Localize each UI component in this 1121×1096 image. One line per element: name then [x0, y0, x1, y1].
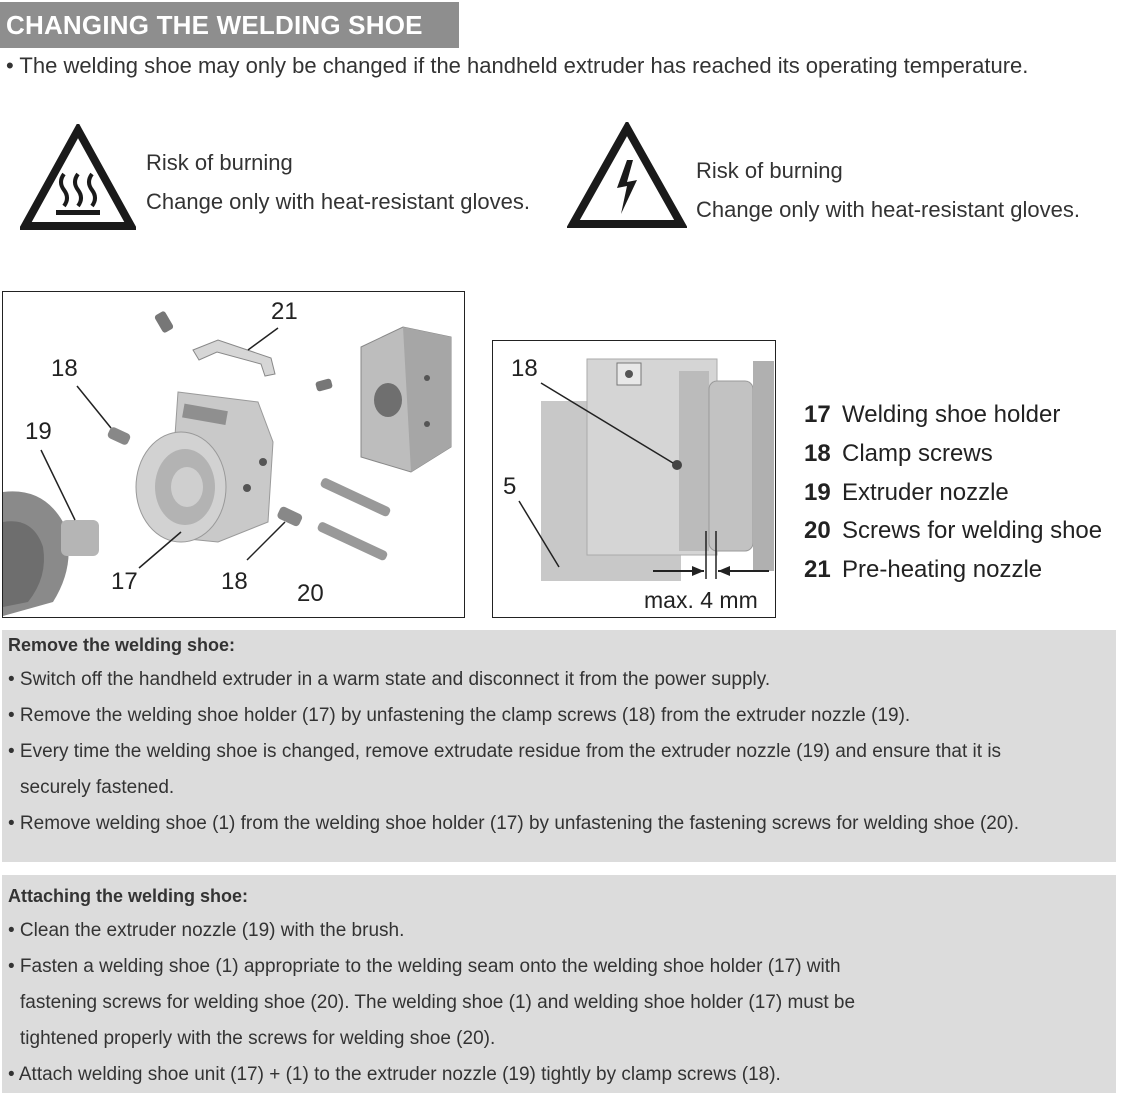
callout-19: 19: [25, 418, 52, 445]
warning-2-title: Risk of burning: [696, 158, 843, 183]
electrical-hazard-warning-icon: [567, 122, 687, 230]
legend-item: 21 Pre-heating nozzle: [804, 556, 1043, 584]
callout-5: 5: [503, 473, 517, 500]
parts-legend: [804, 396, 1102, 590]
attach-step-1: • Clean the extruder nozzle (19) with the brush.: [8, 920, 405, 941]
exploded-view-figure: [2, 291, 465, 618]
warning-1-title: Risk of burning: [146, 150, 293, 175]
callout-17: 17: [111, 568, 138, 595]
remove-step-2: • Remove the welding shoe holder (17) by unfastening the clamp screws (18) from the extruder nozzle (19).: [8, 705, 911, 726]
dimension-label: max. 4 mm: [644, 587, 758, 613]
warning-1-text: [146, 143, 530, 221]
hot-surface-warning-icon: [20, 124, 136, 232]
remove-step-1: • Switch off the handheld extruder in a warm state and disconnect it from the power supply.: [8, 669, 771, 690]
section-title: CHANGING THE WELDING SHOE: [0, 2, 459, 48]
remove-step-3: • Every time the welding shoe is changed, remove extrudate residue from the extruder nozzle (19) and ensure that it is: [8, 741, 1002, 762]
remove-step-3-cont: securely fastened.: [20, 777, 175, 798]
legend-item: 17 Welding shoe holder: [804, 401, 1061, 428]
callout-21: 21: [271, 298, 298, 325]
attach-instructions-box: [2, 875, 1116, 1093]
intro-text: • The welding shoe may only be changed if the handheld extruder has reached its operating temperature.: [6, 53, 1029, 78]
attach-step-2: • Fasten a welding shoe (1) appropriate to the welding seam onto the welding shoe holder (17) with: [8, 956, 841, 977]
remove-heading: Remove the welding shoe:: [8, 635, 236, 655]
attach-heading: Attaching the welding shoe:: [8, 886, 249, 906]
callout-18-lower: 18: [221, 568, 248, 595]
legend-item: 18 Clamp screws: [804, 439, 993, 467]
attach-step-2-cont-2: tightened properly with the screws for welding shoe (20).: [20, 1028, 496, 1049]
side-view-figure: [492, 340, 776, 618]
remove-step-4: • Remove welding shoe (1) from the welding shoe holder (17) by unfastening the fastening screws for welding shoe (20).: [8, 813, 1020, 834]
attach-step-2-cont-1: fastening screws for welding shoe (20). The welding shoe (1) and welding shoe holder (17) must be: [20, 992, 856, 1013]
callout-18-upper: 18: [51, 355, 78, 382]
warning-2-instruction: Change only with heat-resistant gloves.: [696, 197, 1080, 222]
callout-20: 20: [297, 580, 324, 607]
warning-2-text: [696, 151, 1080, 229]
legend-item: 19 Extruder nozzle: [804, 478, 1009, 506]
legend-item: 20 Screws for welding shoe: [804, 517, 1103, 545]
warning-1-instruction: Change only with heat-resistant gloves.: [146, 189, 530, 214]
callout-18-detail: 18: [511, 355, 538, 382]
attach-step-3: • Attach welding shoe unit (17) + (1) to the extruder nozzle (19) tightly by clamp screws (18).: [8, 1064, 781, 1085]
remove-instructions-box: [2, 630, 1116, 862]
